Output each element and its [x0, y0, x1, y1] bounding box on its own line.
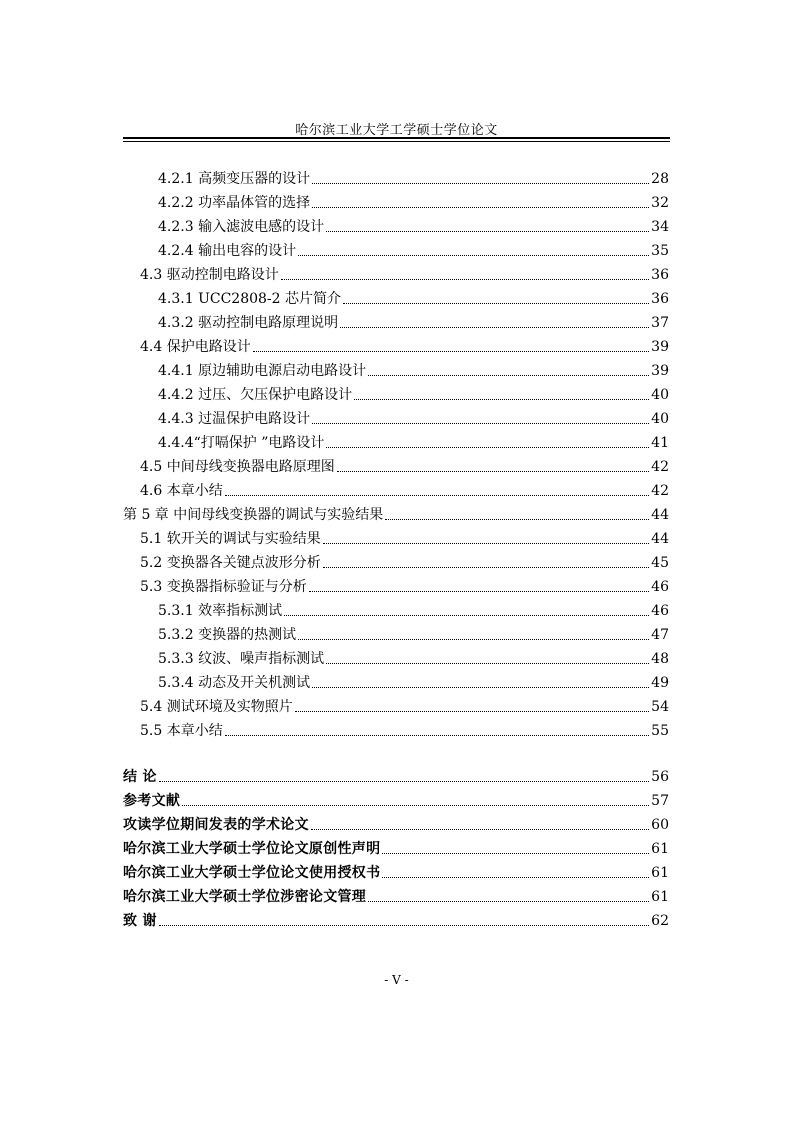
toc-dot-leader [159, 781, 649, 782]
toc-entry-title: 5.2 变换器各关键点波形分析 [140, 555, 321, 571]
toc-entry-title: 攻读学位期间发表的学术论文 [123, 817, 309, 833]
toc-entry-page: 28 [651, 171, 669, 187]
toc-entry[interactable] [158, 383, 669, 407]
toc-dot-leader [326, 663, 649, 664]
toc-entry-page: 47 [651, 627, 669, 643]
toc-entry-title: 4.4.1 原边辅助电源启动电路设计 [158, 363, 367, 379]
header-rule-thick [123, 137, 670, 139]
toc-entry-title: 哈尔滨工业大学硕士学位论文原创性声明 [123, 841, 381, 857]
toc-entry[interactable] [158, 599, 669, 623]
toc-entry-title: 参考文献 [123, 793, 181, 809]
toc-dot-leader [311, 829, 649, 830]
toc-entry-page: 61 [651, 841, 669, 857]
toc-dot-leader [326, 447, 649, 448]
toc-entry-page: 44 [651, 507, 669, 523]
toc-dot-leader [382, 877, 649, 878]
toc-entry-page: 37 [651, 315, 669, 331]
toc-dot-leader [298, 255, 649, 256]
toc-entry-page: 36 [651, 291, 669, 307]
header-rule-thin [123, 141, 670, 142]
toc-entry[interactable] [158, 191, 669, 215]
toc-entry-page: 60 [651, 817, 669, 833]
running-header: 哈尔滨工业大学工学硕士学位论文 [295, 123, 498, 138]
toc-entry[interactable] [158, 431, 669, 455]
toc-entry[interactable] [158, 407, 669, 431]
toc-entry-page: 42 [651, 483, 669, 499]
toc-dot-leader [298, 639, 649, 640]
toc-entry-title: 5.3.3 纹波、噪声指标测试 [158, 651, 325, 667]
toc-entry-title: 4.2.2 功率晶体管的选择 [158, 195, 311, 211]
toc-entry[interactable] [140, 575, 669, 599]
toc-entry-title: 4.6 本章小结 [140, 483, 223, 499]
toc-dot-leader [354, 399, 649, 400]
toc-dot-leader [312, 423, 649, 424]
toc-entry[interactable] [140, 335, 669, 359]
toc-dot-leader [337, 471, 649, 472]
toc-dot-leader [368, 901, 649, 902]
toc-entry[interactable] [140, 527, 669, 551]
toc-entry-title: 哈尔滨工业大学硕士学位论文使用授权书 [123, 865, 381, 881]
toc-entry[interactable] [158, 215, 669, 239]
toc-entry-title: 4.2.3 输入滤波电感的设计 [158, 219, 325, 235]
toc-dot-leader [326, 231, 649, 232]
toc-entry-title: 致 谢 [123, 913, 157, 929]
toc-dot-leader [385, 519, 649, 520]
toc-dot-leader [225, 495, 649, 496]
toc-dot-leader [340, 327, 649, 328]
toc-entry[interactable] [158, 671, 669, 695]
toc-entry[interactable] [158, 287, 669, 311]
toc-entry[interactable] [140, 695, 669, 719]
toc-entry-title: 第 5 章 中间母线变换器的调试与实验结果 [123, 507, 384, 523]
toc-dot-leader [368, 375, 649, 376]
toc-entry-title: 哈尔滨工业大学硕士学位涉密论文管理 [123, 889, 367, 905]
toc-entry[interactable] [158, 359, 669, 383]
toc-entry[interactable] [158, 623, 669, 647]
toc-entry-title: 4.2.1 高频变压器的设计 [158, 171, 311, 187]
toc-dot-leader [323, 543, 649, 544]
toc-dot-leader [182, 805, 649, 806]
toc-entry-page: 62 [651, 913, 669, 929]
toc-dot-leader [253, 351, 649, 352]
toc-dot-leader [159, 925, 649, 926]
toc-entry[interactable] [158, 167, 669, 191]
toc-dot-leader [225, 735, 649, 736]
toc-entry[interactable] [140, 455, 669, 479]
toc-entry-page: 36 [651, 267, 669, 283]
toc-entry-page: 40 [651, 411, 669, 427]
toc-entry-title: 5.1 软开关的调试与实验结果 [140, 531, 321, 547]
toc-entry-page: 48 [651, 651, 669, 667]
toc-entry-title: 4.4.4“打嗝保护 ”电路设计 [158, 435, 325, 451]
toc-entry-page: 49 [651, 675, 669, 691]
toc-entry[interactable] [158, 311, 669, 335]
toc-entry-backmatter[interactable] [123, 813, 669, 837]
toc-dot-leader [295, 711, 649, 712]
toc-entry-page: 40 [651, 387, 669, 403]
toc-entry-page: 57 [651, 793, 669, 809]
toc-entry-title: 4.3.1 UCC2808-2 芯片简介 [158, 291, 342, 307]
toc-dot-leader [343, 303, 649, 304]
toc-entry-chapter[interactable] [123, 503, 669, 527]
toc-entry-backmatter[interactable] [123, 861, 669, 885]
toc-entry-page: 45 [651, 555, 669, 571]
toc-dot-leader [323, 567, 649, 568]
toc-entry-page: 42 [651, 459, 669, 475]
toc-entry-page: 41 [651, 435, 669, 451]
toc-entry[interactable] [140, 263, 669, 287]
toc-entry-page: 54 [651, 699, 669, 715]
toc-entry-page: 46 [651, 579, 669, 595]
toc-dot-leader [312, 687, 649, 688]
toc-entry[interactable] [140, 551, 669, 575]
toc-entry-title: 4.4.2 过压、欠压保护电路设计 [158, 387, 353, 403]
toc-entry-title: 4.2.4 输出电容的设计 [158, 243, 297, 259]
toc-entry-page: 44 [651, 531, 669, 547]
toc-entry[interactable] [158, 239, 669, 263]
toc-entry-backmatter[interactable] [123, 789, 669, 813]
toc-dot-leader [284, 615, 649, 616]
toc-entry-page: 61 [651, 865, 669, 881]
toc-entry-title: 4.4.3 过温保护电路设计 [158, 411, 311, 427]
toc-entry-title: 5.5 本章小结 [140, 723, 223, 739]
toc-entry-backmatter[interactable] [123, 837, 669, 861]
toc-dot-leader [309, 591, 649, 592]
toc-entry-page: 46 [651, 603, 669, 619]
toc-entry[interactable] [158, 647, 669, 671]
toc-entry-page: 56 [651, 769, 669, 785]
toc-dot-leader [312, 207, 649, 208]
toc-entry-page: 35 [651, 243, 669, 259]
toc-entry[interactable] [140, 479, 669, 503]
toc-entry-title: 5.3.4 动态及开关机测试 [158, 675, 311, 691]
toc-entry-page: 39 [651, 363, 669, 379]
toc-entry-title: 4.5 中间母线变换器电路原理图 [140, 459, 335, 475]
toc-entry-title: 4.4 保护电路设计 [140, 339, 251, 355]
toc-entry-page: 55 [651, 723, 669, 739]
toc-entry-page: 39 [651, 339, 669, 355]
toc-entry-title: 结 论 [123, 769, 157, 785]
toc-entry-title: 5.3.2 变换器的热测试 [158, 627, 297, 643]
toc-entry-page: 34 [651, 219, 669, 235]
toc-entry-title: 4.3.2 驱动控制电路原理说明 [158, 315, 339, 331]
toc-dot-leader [382, 853, 649, 854]
toc-entry-page: 61 [651, 889, 669, 905]
toc-entry-title: 4.3 驱动控制电路设计 [140, 267, 279, 283]
toc-entry-page: 32 [651, 195, 669, 211]
toc-entry-backmatter[interactable] [123, 765, 669, 789]
toc-entry-backmatter[interactable] [123, 885, 669, 909]
toc-entry-backmatter[interactable] [123, 909, 669, 933]
page-number: - V - [384, 973, 409, 987]
toc-entry-title: 5.3 变换器指标验证与分析 [140, 579, 307, 595]
toc-dot-leader [281, 279, 649, 280]
toc-entry-title: 5.4 测试环境及实物照片 [140, 699, 293, 715]
toc-entry[interactable] [140, 719, 669, 743]
toc-dot-leader [312, 183, 649, 184]
toc-entry-title: 5.3.1 效率指标测试 [158, 603, 283, 619]
